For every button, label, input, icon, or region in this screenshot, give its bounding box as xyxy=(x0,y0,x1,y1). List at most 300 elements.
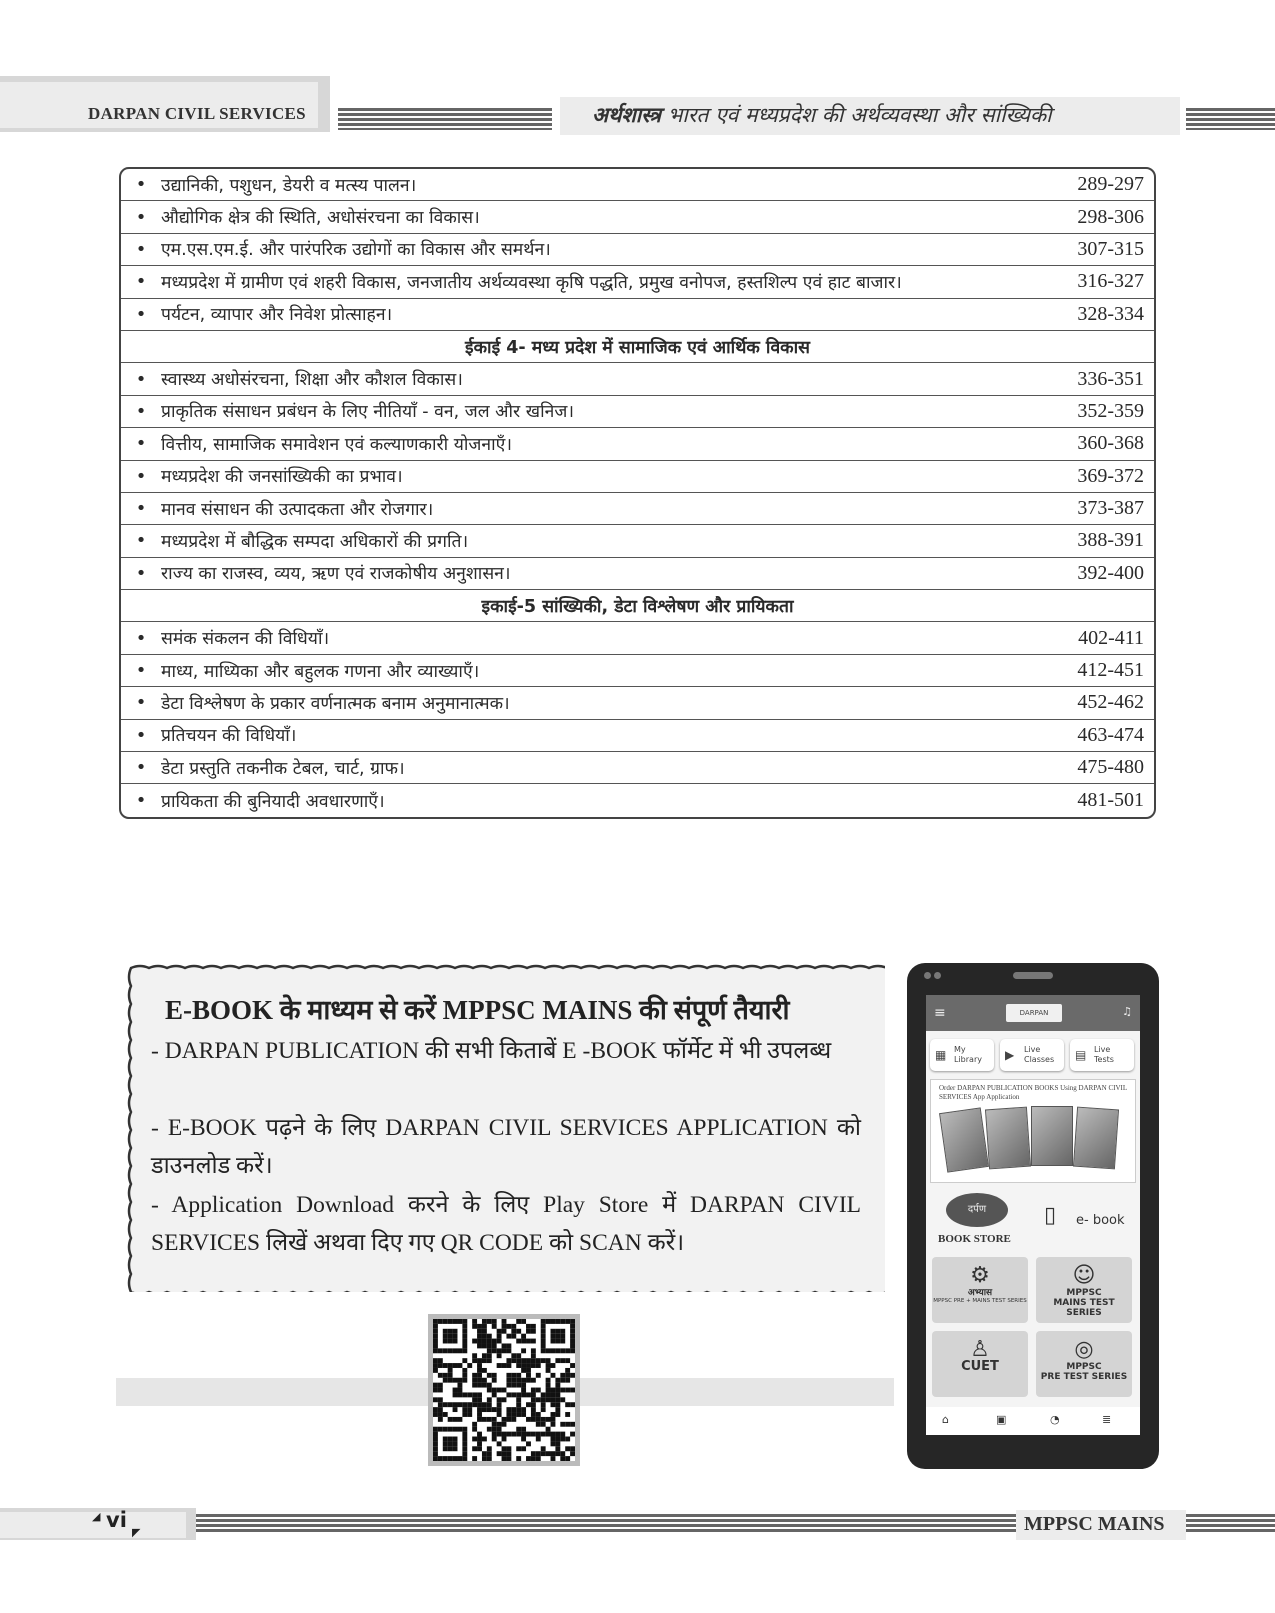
qr-module xyxy=(448,1348,453,1353)
bullet-icon: • xyxy=(135,271,147,293)
qr-module xyxy=(443,1319,448,1324)
qr-module xyxy=(506,1407,511,1412)
qr-module xyxy=(555,1358,560,1363)
qr-module xyxy=(492,1407,497,1412)
toc-row xyxy=(121,363,1154,395)
qr-module xyxy=(453,1407,458,1412)
qr-module xyxy=(477,1334,482,1339)
qr-module xyxy=(536,1417,541,1422)
qr-module xyxy=(457,1363,462,1368)
qr-module xyxy=(443,1329,448,1334)
qr-module xyxy=(506,1324,511,1329)
qr-module xyxy=(555,1348,560,1353)
qr-module xyxy=(521,1437,526,1442)
toc-table xyxy=(119,167,1156,819)
qr-module xyxy=(482,1339,487,1344)
qr-module xyxy=(526,1368,531,1373)
ebook-point-1: - DARPAN PUBLICATION की सभी किताबें E -BOOK फॉर्मेट में भी उपलब्ध xyxy=(151,1038,832,1064)
qr-code[interactable] xyxy=(428,1314,580,1466)
corner-mark-icon: ◤ xyxy=(132,1526,141,1539)
footer-stripes-right xyxy=(1186,1514,1275,1534)
qr-module xyxy=(438,1402,443,1407)
qr-module xyxy=(433,1383,438,1388)
qr-module xyxy=(555,1412,560,1417)
toc-pages: 352-359 xyxy=(1077,399,1144,422)
qr-module xyxy=(506,1451,511,1456)
qr-module xyxy=(462,1324,467,1329)
toc-section-heading: इकाई-5 सांख्यिकी, डेटा विश्लेषण और प्रायिकता xyxy=(121,590,1154,622)
qr-module xyxy=(487,1388,492,1393)
page-number: vi xyxy=(106,1508,127,1532)
qr-module xyxy=(565,1373,570,1378)
bottom-nav xyxy=(926,1407,1140,1435)
qr-module xyxy=(457,1378,462,1383)
qr-module xyxy=(487,1353,492,1358)
qr-module xyxy=(433,1343,438,1348)
qr-module xyxy=(531,1417,536,1422)
qr-module xyxy=(526,1402,531,1407)
qr-module xyxy=(560,1388,565,1393)
toc-row xyxy=(121,784,1154,816)
qr-module xyxy=(477,1392,482,1397)
qr-module xyxy=(511,1392,516,1397)
qr-module xyxy=(497,1432,502,1437)
qr-module xyxy=(462,1343,467,1348)
qr-module xyxy=(526,1392,531,1397)
qr-module xyxy=(472,1358,477,1363)
qr-module xyxy=(443,1446,448,1451)
qr-module xyxy=(506,1358,511,1363)
qr-module xyxy=(521,1412,526,1417)
qr-module xyxy=(457,1392,462,1397)
qr-module xyxy=(448,1329,453,1334)
qr-module xyxy=(531,1378,536,1383)
qr-module xyxy=(531,1388,536,1393)
qr-module xyxy=(555,1451,560,1456)
qr-module xyxy=(477,1343,482,1348)
qr-module xyxy=(546,1358,551,1363)
qr-module xyxy=(506,1378,511,1383)
qr-module xyxy=(487,1319,492,1324)
book-store-label[interactable]: BOOK STORE xyxy=(938,1233,1011,1245)
app-top-bar xyxy=(926,995,1140,1031)
ebook-point-3: - Application Download करने के लिए Play Store में DARPAN CIVIL SERVICES लिखें अथवा दिए गए QR CODE को SCAN करें। xyxy=(151,1192,861,1256)
video-icon: ▶ xyxy=(1005,1048,1015,1062)
toc-topic: मानव संसाधन की उत्पादकता और रोजगार। xyxy=(161,499,434,520)
qr-module xyxy=(497,1422,502,1427)
ebook-label[interactable]: e- book xyxy=(1076,1213,1125,1228)
qr-module xyxy=(448,1378,453,1383)
qr-module xyxy=(497,1402,502,1407)
qr-module xyxy=(565,1402,570,1407)
bullet-icon: • xyxy=(135,757,147,779)
qr-module xyxy=(438,1397,443,1402)
qr-module xyxy=(531,1363,536,1368)
qr-module xyxy=(516,1339,521,1344)
qr-module xyxy=(467,1402,472,1407)
qr-module xyxy=(482,1378,487,1383)
qr-module xyxy=(560,1437,565,1442)
qr-module xyxy=(560,1319,565,1324)
qr-module xyxy=(541,1451,546,1456)
toc-row xyxy=(121,525,1154,557)
home-icon[interactable]: ⌂ xyxy=(942,1413,949,1426)
qr-module xyxy=(457,1319,462,1324)
qr-module xyxy=(453,1446,458,1451)
qr-module xyxy=(462,1334,467,1339)
live-classes-button[interactable] xyxy=(1000,1039,1064,1071)
qr-module xyxy=(531,1392,536,1397)
qr-module xyxy=(457,1402,462,1407)
qr-module xyxy=(551,1397,556,1402)
qr-module xyxy=(536,1358,541,1363)
qr-module xyxy=(536,1451,541,1456)
qr-module xyxy=(536,1456,541,1461)
qr-module xyxy=(521,1378,526,1383)
qr-module xyxy=(453,1334,458,1339)
qr-module xyxy=(521,1339,526,1344)
qr-module xyxy=(541,1417,546,1422)
qr-module xyxy=(482,1368,487,1373)
qr-module xyxy=(506,1363,511,1368)
qr-module xyxy=(565,1388,570,1393)
bullet-icon: • xyxy=(135,174,147,196)
ebook-info-box xyxy=(125,962,885,1292)
qr-module xyxy=(541,1446,546,1451)
qr-module xyxy=(482,1383,487,1388)
book-cover-1 xyxy=(939,1107,989,1172)
qr-module xyxy=(477,1368,482,1373)
qr-module xyxy=(448,1363,453,1368)
qr-module xyxy=(477,1339,482,1344)
qr-module xyxy=(433,1412,438,1417)
qr-module xyxy=(546,1363,551,1368)
menu-icon[interactable]: ≡ xyxy=(934,1005,946,1021)
qr-module xyxy=(511,1324,516,1329)
toc-pages: 336-351 xyxy=(1077,367,1144,390)
bullet-icon: • xyxy=(135,400,147,422)
bullet-icon: • xyxy=(135,498,147,520)
header-title-bold: अर्थशास्त्र xyxy=(592,103,661,127)
qr-module xyxy=(492,1348,497,1353)
qr-module xyxy=(487,1343,492,1348)
student-icon: ☺ xyxy=(1072,1263,1096,1288)
qr-module xyxy=(536,1432,541,1437)
qr-module xyxy=(482,1456,487,1461)
qr-module xyxy=(570,1422,575,1427)
qr-module xyxy=(555,1437,560,1442)
toc-pages: 463-474 xyxy=(1077,723,1144,746)
my-library-button[interactable] xyxy=(930,1039,994,1071)
target-icon: ◎ xyxy=(1074,1337,1094,1362)
qr-module xyxy=(477,1437,482,1442)
qr-module xyxy=(472,1383,477,1388)
qr-module xyxy=(521,1427,526,1432)
qr-module xyxy=(570,1339,575,1344)
book-store-logo[interactable]: दर्पण xyxy=(946,1193,1008,1227)
qr-module xyxy=(560,1334,565,1339)
qr-module xyxy=(516,1397,521,1402)
qr-module xyxy=(462,1412,467,1417)
qr-module xyxy=(482,1343,487,1348)
qr-module xyxy=(482,1324,487,1329)
footer-brand: MPPSC MAINS xyxy=(1024,1513,1165,1535)
qr-module xyxy=(521,1319,526,1324)
qr-module xyxy=(502,1329,507,1334)
cuet-tile[interactable] xyxy=(932,1331,1028,1397)
qr-module xyxy=(546,1388,551,1393)
qr-module xyxy=(521,1368,526,1373)
qr-module xyxy=(487,1397,492,1402)
qr-module xyxy=(506,1392,511,1397)
qr-module xyxy=(438,1363,443,1368)
qr-module xyxy=(462,1437,467,1442)
qr-module xyxy=(477,1441,482,1446)
live-tests-button[interactable] xyxy=(1070,1039,1134,1071)
qr-module xyxy=(472,1378,477,1383)
banner-text: Order DARPAN PUBLICATION BOOKS Using DARPAN CIVIL SERVICES App Application xyxy=(939,1084,1127,1101)
qr-module xyxy=(477,1412,482,1417)
qr-module xyxy=(502,1319,507,1324)
qr-module xyxy=(560,1348,565,1353)
qr-module xyxy=(541,1407,546,1412)
book-cover-2 xyxy=(985,1107,1031,1170)
qr-module xyxy=(555,1334,560,1339)
qr-module xyxy=(433,1456,438,1461)
abhyas-tile[interactable] xyxy=(932,1257,1028,1323)
toc-topic: प्राकृतिक संसाधन प्रबंधन के लिए नीतियाँ - वन, जल और खनिज। xyxy=(161,402,574,423)
qr-module xyxy=(482,1353,487,1358)
toc-topic: प्रायिकता की बुनियादी अवधारणाएँ। xyxy=(161,791,385,812)
toc-pages: 412-451 xyxy=(1077,659,1144,682)
qr-module xyxy=(516,1378,521,1383)
qr-module xyxy=(433,1451,438,1456)
bullet-icon: • xyxy=(135,238,147,260)
qr-module xyxy=(570,1402,575,1407)
qr-module xyxy=(502,1343,507,1348)
qr-module xyxy=(482,1451,487,1456)
qr-module xyxy=(487,1456,492,1461)
qr-module xyxy=(472,1397,477,1402)
qr-module xyxy=(516,1353,521,1358)
toc-topic: प्रतिचयन की विधियाँ। xyxy=(161,726,297,747)
qr-module xyxy=(492,1343,497,1348)
chat-icon[interactable]: ◔ xyxy=(1050,1413,1060,1426)
qr-module xyxy=(502,1363,507,1368)
qr-module xyxy=(526,1363,531,1368)
qr-module xyxy=(521,1383,526,1388)
qr-module xyxy=(502,1451,507,1456)
qr-module xyxy=(521,1388,526,1393)
qr-module xyxy=(443,1441,448,1446)
qr-module xyxy=(541,1334,546,1339)
qr-module xyxy=(521,1407,526,1412)
toc-pages: 481-501 xyxy=(1077,789,1144,812)
toc-pages: 360-368 xyxy=(1077,432,1144,455)
qr-module xyxy=(560,1397,565,1402)
qr-module xyxy=(453,1392,458,1397)
qr-module xyxy=(497,1339,502,1344)
qr-module xyxy=(531,1358,536,1363)
tile-label: MPPSC xyxy=(1066,1362,1102,1372)
qr-module xyxy=(521,1334,526,1339)
qr-module xyxy=(536,1373,541,1378)
qr-module xyxy=(457,1348,462,1353)
qr-module xyxy=(526,1358,531,1363)
qr-module xyxy=(492,1378,497,1383)
toc-pages: 316-327 xyxy=(1077,270,1144,293)
qr-module xyxy=(565,1368,570,1373)
qr-module xyxy=(502,1324,507,1329)
qr-module xyxy=(457,1427,462,1432)
qr-module xyxy=(502,1422,507,1427)
qr-module xyxy=(453,1348,458,1353)
qr-module xyxy=(482,1407,487,1412)
qr-module xyxy=(516,1446,521,1451)
notification-bell-icon[interactable]: ♫ xyxy=(1122,1005,1132,1018)
qr-module xyxy=(462,1319,467,1324)
qr-module xyxy=(531,1402,536,1407)
qr-module xyxy=(551,1348,556,1353)
tile-sub: MPPSC PRE + MAINS TEST SERIES xyxy=(933,1298,1027,1304)
qr-module xyxy=(521,1348,526,1353)
qr-module xyxy=(443,1437,448,1442)
toc-topic: औद्योगिक क्षेत्र की स्थिति, अधोसंरचना का विकास। xyxy=(161,208,480,229)
qr-module xyxy=(482,1437,487,1442)
qr-module xyxy=(443,1402,448,1407)
qr-module xyxy=(516,1383,521,1388)
qr-module xyxy=(555,1388,560,1393)
qr-module xyxy=(448,1373,453,1378)
toc-row xyxy=(121,428,1154,460)
qr-module xyxy=(506,1432,511,1437)
qr-module xyxy=(541,1339,546,1344)
qr-module xyxy=(477,1329,482,1334)
document-icon[interactable]: ▣ xyxy=(996,1413,1007,1426)
qr-module xyxy=(511,1432,516,1437)
qr-module xyxy=(497,1353,502,1358)
toc-section-heading: ईकाई 4- मध्य प्रदेश में सामाजिक एवं आर्थिक विकास xyxy=(121,331,1154,363)
toc-topic: पर्यटन, व्यापार और निवेश प्रोत्साहन। xyxy=(161,305,393,326)
qr-module xyxy=(541,1343,546,1348)
qr-module xyxy=(433,1339,438,1344)
qr-module xyxy=(492,1324,497,1329)
qr-module xyxy=(551,1441,556,1446)
mains-test-series-tile[interactable] xyxy=(1036,1257,1132,1323)
qr-module xyxy=(516,1456,521,1461)
toc-row xyxy=(121,558,1154,590)
qr-module xyxy=(555,1329,560,1334)
qr-module xyxy=(546,1383,551,1388)
qr-module xyxy=(453,1378,458,1383)
qr-module xyxy=(487,1334,492,1339)
qr-module xyxy=(467,1363,472,1368)
qr-module xyxy=(546,1417,551,1422)
qr-module xyxy=(560,1373,565,1378)
qr-module xyxy=(497,1388,502,1393)
qr-module xyxy=(521,1446,526,1451)
qr-module xyxy=(516,1392,521,1397)
app-screen xyxy=(926,995,1140,1435)
qr-module xyxy=(472,1446,477,1451)
qr-module xyxy=(462,1329,467,1334)
qr-module xyxy=(526,1417,531,1422)
qr-module xyxy=(516,1373,521,1378)
bullet-icon: • xyxy=(135,660,147,682)
qr-module xyxy=(502,1388,507,1393)
qr-module xyxy=(526,1441,531,1446)
qr-module xyxy=(511,1383,516,1388)
qr-module xyxy=(555,1397,560,1402)
order-books-banner[interactable] xyxy=(930,1079,1136,1183)
toc-topic: उद्यानिकी, पशुधन, डेयरी व मत्स्य पालन। xyxy=(161,175,417,196)
qr-module xyxy=(477,1397,482,1402)
qr-module xyxy=(521,1363,526,1368)
qr-module xyxy=(506,1456,511,1461)
qr-module xyxy=(477,1407,482,1412)
qr-module xyxy=(541,1324,546,1329)
qr-module xyxy=(570,1334,575,1339)
qr-code-pattern xyxy=(433,1319,575,1461)
qr-module xyxy=(565,1412,570,1417)
qr-module xyxy=(462,1373,467,1378)
quick-label-1b: Library xyxy=(954,1055,982,1064)
qr-module xyxy=(462,1392,467,1397)
qr-module xyxy=(433,1432,438,1437)
toc-row xyxy=(121,655,1154,687)
book-cover-3 xyxy=(1031,1106,1073,1166)
qr-module xyxy=(467,1392,472,1397)
pre-test-series-tile[interactable] xyxy=(1036,1331,1132,1397)
toc-row xyxy=(121,687,1154,719)
ebook-point-2: - E-BOOK पढ़ने के लिए DARPAN CIVIL SERVICES APPLICATION को डाउनलोड करें। xyxy=(151,1115,861,1179)
qr-module xyxy=(487,1417,492,1422)
qr-module xyxy=(502,1432,507,1437)
ebook-reader-icon[interactable]: ▯ xyxy=(1044,1203,1057,1228)
qr-module xyxy=(546,1397,551,1402)
qr-module xyxy=(551,1334,556,1339)
qr-module xyxy=(462,1446,467,1451)
qr-module xyxy=(526,1432,531,1437)
qr-module xyxy=(551,1432,556,1437)
qr-module xyxy=(453,1417,458,1422)
list-icon[interactable]: ≣ xyxy=(1102,1413,1112,1426)
toc-topic: डेटा प्रस्तुति तकनीक टेबल, चार्ट, ग्राफ। xyxy=(161,758,405,779)
qr-module xyxy=(443,1334,448,1339)
qr-module xyxy=(462,1378,467,1383)
qr-module xyxy=(487,1373,492,1378)
qr-module xyxy=(433,1363,438,1368)
toc-topic: मध्यप्रदेश में बौद्धिक सम्पदा अधिकारों की प्रगति। xyxy=(161,531,469,552)
toc-pages: 369-372 xyxy=(1077,464,1144,487)
qr-module xyxy=(570,1451,575,1456)
qr-module xyxy=(511,1373,516,1378)
qr-module xyxy=(433,1397,438,1402)
qr-module xyxy=(551,1417,556,1422)
qr-module xyxy=(487,1339,492,1344)
qr-module xyxy=(438,1383,443,1388)
qr-module xyxy=(502,1456,507,1461)
qr-module xyxy=(555,1441,560,1446)
qr-module xyxy=(448,1402,453,1407)
qr-module xyxy=(433,1437,438,1442)
qr-module xyxy=(477,1358,482,1363)
qr-module xyxy=(433,1427,438,1432)
tile-sub: PRE TEST SERIES xyxy=(1040,1372,1128,1382)
qr-module xyxy=(453,1339,458,1344)
qr-module xyxy=(497,1363,502,1368)
bullet-icon: • xyxy=(135,303,147,325)
